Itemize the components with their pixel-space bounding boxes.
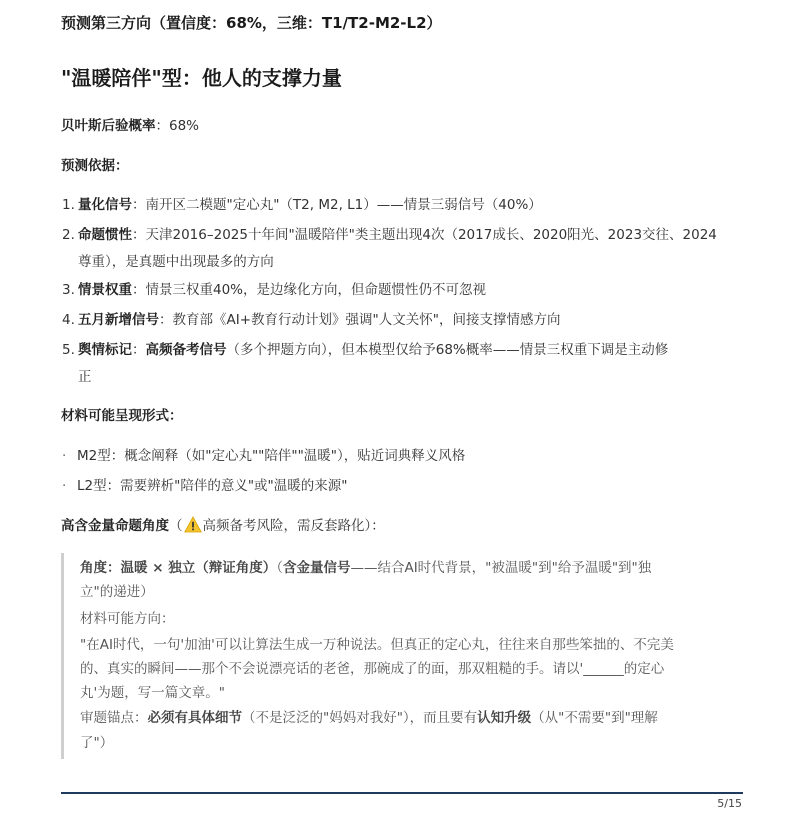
- posterior-label: 贝叶斯后验概率: [61, 118, 156, 134]
- bullet-icon: ·: [62, 478, 67, 494]
- section-heading: 预测第三方向（置信度：68%，三维：T1/T2-M2-L2）: [61, 14, 442, 32]
- footer-divider: [61, 792, 743, 794]
- angle-label: 高含金量命题角度: [61, 518, 169, 534]
- posterior-value: ：68%: [155, 118, 200, 134]
- bullet-icon: ·: [62, 448, 67, 464]
- quote-block: 角度：温暖 × 独立（辩证角度）（含金量信号——结合AI时代背景，"被温暖"到"给予温暖"到"独 立"的递进） 材料可能方向： "在AI时代，一句'加油'可以让算法生成一万种说法。但真正的定心丸，往往来自那些笨拙的、不完美 的、真实的瞬间——那个不会说漂亮话的老爸，那碗成了的面，那双粗糙的手。请以'______的定心 丸'为题，写一篇文章。" 审题锚点：必须有具体细节（不是泛泛的"妈妈对我好"），而且要有认知升级（从"不需要"到"理解 了"）: [61, 553, 746, 759]
- section-title: "温暖陪伴"型：他人的支撑力量: [61, 66, 342, 90]
- forms-label: 材料可能呈现形式：: [61, 408, 183, 424]
- basis-label: 预测依据：: [61, 158, 129, 174]
- warning-icon: [184, 516, 202, 533]
- posterior-line: [61, 116, 199, 136]
- page-number: 5/15: [717, 797, 742, 810]
- angle-line: 高含金量命题角度（ 高频备考风险，需反套路化）：: [61, 518, 385, 534]
